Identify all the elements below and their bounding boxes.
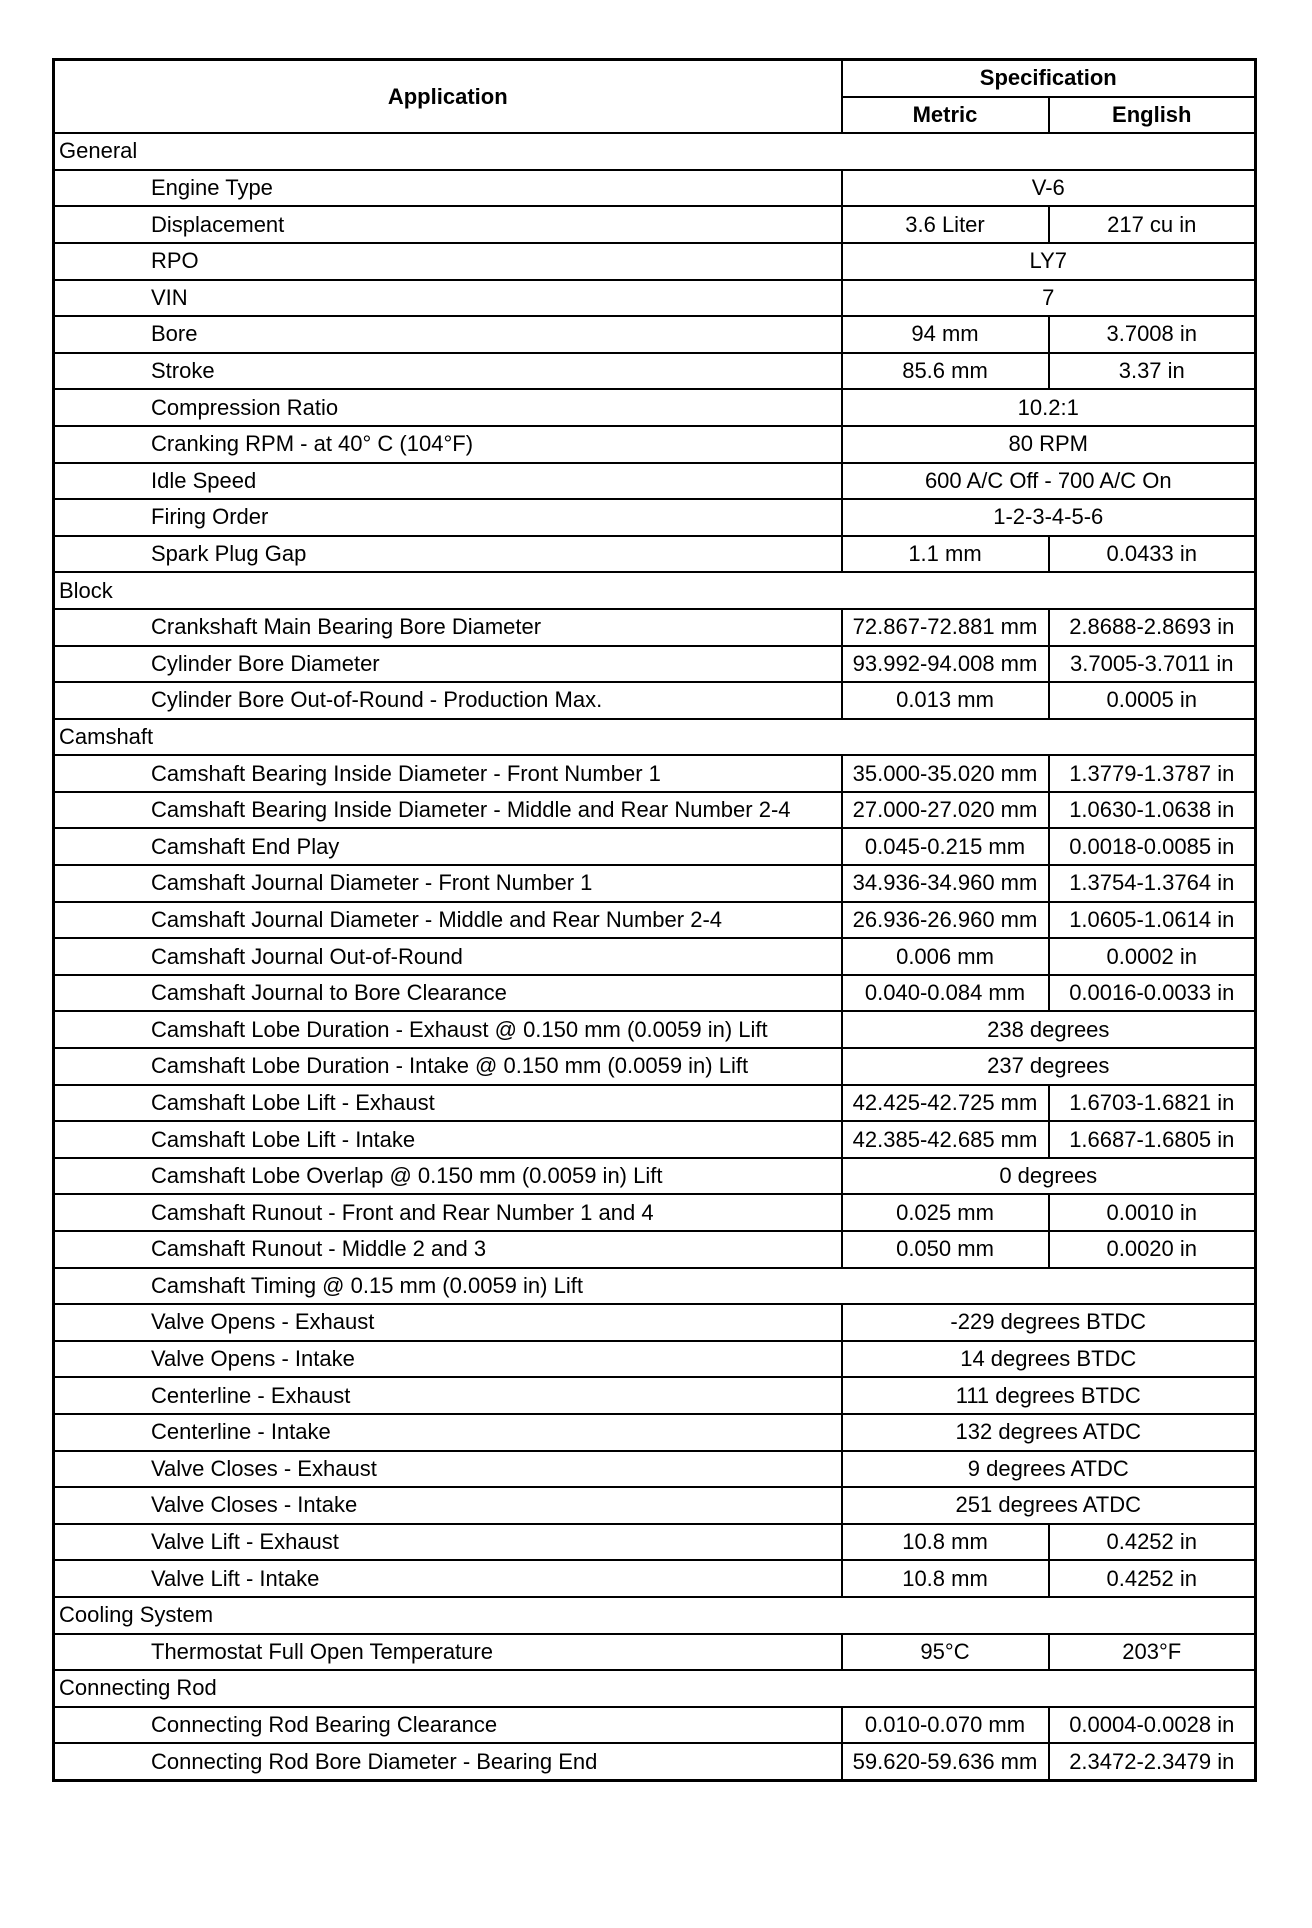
table-body (54, 133, 1256, 1780)
table-row (54, 1487, 1256, 1524)
row-metric-value: 42.425-42.725 mm (842, 1085, 1049, 1122)
row-label: Valve Closes - Exhaust (54, 1451, 842, 1488)
row-english-value: 3.7005-3.7011 in (1049, 646, 1256, 683)
row-value: 7 (842, 280, 1256, 317)
table-row (54, 463, 1256, 500)
table-row (54, 353, 1256, 390)
row-english-value: 1.6703-1.6821 in (1049, 1085, 1256, 1122)
row-metric-value: 59.620-59.636 mm (842, 1743, 1049, 1780)
row-value: 600 A/C Off - 700 A/C On (842, 463, 1256, 500)
row-value: V-6 (842, 170, 1256, 207)
table-row (54, 792, 1256, 829)
table-row (54, 1451, 1256, 1488)
engine-spec-table (52, 58, 1257, 1782)
table-row (54, 1524, 1256, 1561)
row-label: Bore (54, 316, 842, 353)
row-label: Camshaft Runout - Front and Rear Number 1 and 4 (54, 1194, 842, 1231)
row-english-value: 2.8688-2.8693 in (1049, 609, 1256, 646)
row-label: Camshaft Lobe Overlap @ 0.150 mm (0.0059 in) Lift (54, 1158, 842, 1195)
table-row (54, 316, 1256, 353)
table-row (54, 536, 1256, 573)
row-metric-value: 10.8 mm (842, 1524, 1049, 1561)
row-label: Centerline - Intake (54, 1414, 842, 1451)
row-english-value: 0.0004-0.0028 in (1049, 1707, 1256, 1744)
row-metric-value: 34.936-34.960 mm (842, 865, 1049, 902)
table-row (54, 1743, 1256, 1780)
row-value: LY7 (842, 243, 1256, 280)
row-label: Valve Lift - Intake (54, 1560, 842, 1597)
row-metric-value: 94 mm (842, 316, 1049, 353)
section-row (54, 719, 1256, 756)
row-metric-value: 10.8 mm (842, 1560, 1049, 1597)
row-english-value: 0.4252 in (1049, 1560, 1256, 1597)
row-label: Camshaft Journal Diameter - Middle and Rear Number 2-4 (54, 902, 842, 939)
table-row (54, 1268, 1256, 1305)
row-label: Camshaft Lobe Lift - Exhaust (54, 1085, 842, 1122)
table-row (54, 206, 1256, 243)
table-row (54, 646, 1256, 683)
row-label: Cylinder Bore Diameter (54, 646, 842, 683)
header-english: English (1049, 97, 1256, 134)
section-title: Connecting Rod (54, 1670, 1256, 1707)
row-metric-value: 0.010-0.070 mm (842, 1707, 1049, 1744)
row-label: Cylinder Bore Out-of-Round - Production Max. (54, 682, 842, 719)
row-english-value: 0.0433 in (1049, 536, 1256, 573)
row-english-value: 0.0018-0.0085 in (1049, 828, 1256, 865)
row-label: Crankshaft Main Bearing Bore Diameter (54, 609, 842, 646)
table-row (54, 1121, 1256, 1158)
row-label: Camshaft Lobe Lift - Intake (54, 1121, 842, 1158)
row-label: Thermostat Full Open Temperature (54, 1634, 842, 1671)
table-row (54, 1634, 1256, 1671)
row-value: 132 degrees ATDC (842, 1414, 1256, 1451)
row-metric-value: 0.040-0.084 mm (842, 975, 1049, 1012)
row-value: 10.2:1 (842, 389, 1256, 426)
row-english-value: 2.3472-2.3479 in (1049, 1743, 1256, 1780)
row-label: Camshaft Bearing Inside Diameter - Front Number 1 (54, 755, 842, 792)
row-label: Camshaft End Play (54, 828, 842, 865)
row-english-value: 3.7008 in (1049, 316, 1256, 353)
table-row (54, 1341, 1256, 1378)
table-row (54, 170, 1256, 207)
row-label: Camshaft Lobe Duration - Exhaust @ 0.150 mm (0.0059 in) Lift (54, 1011, 842, 1048)
row-label: Valve Opens - Intake (54, 1341, 842, 1378)
table-header (54, 60, 1256, 134)
section-title: Cooling System (54, 1597, 1256, 1634)
row-label: RPO (54, 243, 842, 280)
row-english-value: 1.6687-1.6805 in (1049, 1121, 1256, 1158)
table-row (54, 902, 1256, 939)
row-label: Displacement (54, 206, 842, 243)
row-english-value: 3.37 in (1049, 353, 1256, 390)
row-label: Camshaft Runout - Middle 2 and 3 (54, 1231, 842, 1268)
row-value: 80 RPM (842, 426, 1256, 463)
row-label: Centerline - Exhaust (54, 1377, 842, 1414)
section-row (54, 133, 1256, 170)
row-value: 237 degrees (842, 1048, 1256, 1085)
row-label: Connecting Rod Bore Diameter - Bearing End (54, 1743, 842, 1780)
section-row (54, 1597, 1256, 1634)
table-row (54, 426, 1256, 463)
row-metric-value: 27.000-27.020 mm (842, 792, 1049, 829)
section-row (54, 572, 1256, 609)
row-metric-value: 85.6 mm (842, 353, 1049, 390)
table-row (54, 828, 1256, 865)
table-row (54, 938, 1256, 975)
row-label: Valve Lift - Exhaust (54, 1524, 842, 1561)
row-value: 14 degrees BTDC (842, 1341, 1256, 1378)
row-metric-value: 72.867-72.881 mm (842, 609, 1049, 646)
section-title: Camshaft (54, 719, 1256, 756)
row-english-value: 0.0020 in (1049, 1231, 1256, 1268)
row-label: Idle Speed (54, 463, 842, 500)
row-english-value: 1.3779-1.3787 in (1049, 755, 1256, 792)
section-row (54, 1670, 1256, 1707)
row-value: 111 degrees BTDC (842, 1377, 1256, 1414)
row-metric-value: 3.6 Liter (842, 206, 1049, 243)
header-application: Application (54, 60, 842, 134)
row-label: Stroke (54, 353, 842, 390)
table-row (54, 1011, 1256, 1048)
table-row (54, 1707, 1256, 1744)
row-metric-value: 0.050 mm (842, 1231, 1049, 1268)
row-english-value: 1.0630-1.0638 in (1049, 792, 1256, 829)
table-row (54, 1194, 1256, 1231)
row-label: Spark Plug Gap (54, 536, 842, 573)
table-row (54, 1560, 1256, 1597)
table-row (54, 975, 1256, 1012)
row-label: Firing Order (54, 499, 842, 536)
row-value: 0 degrees (842, 1158, 1256, 1195)
table-row (54, 1085, 1256, 1122)
row-label: Camshaft Lobe Duration - Intake @ 0.150 mm (0.0059 in) Lift (54, 1048, 842, 1085)
row-metric-value: 0.025 mm (842, 1194, 1049, 1231)
row-label: Camshaft Journal Diameter - Front Number 1 (54, 865, 842, 902)
table-row (54, 1158, 1256, 1195)
row-metric-value: 42.385-42.685 mm (842, 1121, 1049, 1158)
row-metric-value: 0.006 mm (842, 938, 1049, 975)
table-row (54, 755, 1256, 792)
row-english-value: 0.0016-0.0033 in (1049, 975, 1256, 1012)
row-metric-value: 95°C (842, 1634, 1049, 1671)
header-specification: Specification (842, 60, 1256, 97)
row-label: Compression Ratio (54, 389, 842, 426)
table-row (54, 280, 1256, 317)
table-row (54, 1048, 1256, 1085)
row-value: 1-2-3-4-5-6 (842, 499, 1256, 536)
table-row (54, 389, 1256, 426)
row-label: Cranking RPM - at 40° C (104°F) (54, 426, 842, 463)
subheader-label: Camshaft Timing @ 0.15 mm (0.0059 in) Lift (54, 1268, 1256, 1305)
row-english-value: 203°F (1049, 1634, 1256, 1671)
row-metric-value: 1.1 mm (842, 536, 1049, 573)
table-row (54, 1377, 1256, 1414)
table-row (54, 1304, 1256, 1341)
row-value: -229 degrees BTDC (842, 1304, 1256, 1341)
row-label: Camshaft Bearing Inside Diameter - Middle and Rear Number 2-4 (54, 792, 842, 829)
table-row (54, 609, 1256, 646)
header-metric: Metric (842, 97, 1049, 134)
row-metric-value: 93.992-94.008 mm (842, 646, 1049, 683)
table-row (54, 243, 1256, 280)
row-label: Valve Closes - Intake (54, 1487, 842, 1524)
row-metric-value: 0.013 mm (842, 682, 1049, 719)
row-metric-value: 35.000-35.020 mm (842, 755, 1049, 792)
section-title: Block (54, 572, 1256, 609)
row-metric-value: 0.045-0.215 mm (842, 828, 1049, 865)
row-label: VIN (54, 280, 842, 317)
row-value: 238 degrees (842, 1011, 1256, 1048)
row-english-value: 217 cu in (1049, 206, 1256, 243)
row-english-value: 0.0005 in (1049, 682, 1256, 719)
row-english-value: 1.3754-1.3764 in (1049, 865, 1256, 902)
row-label: Valve Opens - Exhaust (54, 1304, 842, 1341)
row-value: 9 degrees ATDC (842, 1451, 1256, 1488)
row-label: Engine Type (54, 170, 842, 207)
table-row (54, 865, 1256, 902)
row-label: Connecting Rod Bearing Clearance (54, 1707, 842, 1744)
row-metric-value: 26.936-26.960 mm (842, 902, 1049, 939)
table-row (54, 499, 1256, 536)
table-row (54, 1231, 1256, 1268)
row-english-value: 0.4252 in (1049, 1524, 1256, 1561)
section-title: General (54, 133, 1256, 170)
row-english-value: 1.0605-1.0614 in (1049, 902, 1256, 939)
row-english-value: 0.0010 in (1049, 1194, 1256, 1231)
table-row (54, 1414, 1256, 1451)
row-label: Camshaft Journal to Bore Clearance (54, 975, 842, 1012)
row-english-value: 0.0002 in (1049, 938, 1256, 975)
row-value: 251 degrees ATDC (842, 1487, 1256, 1524)
table-row (54, 682, 1256, 719)
row-label: Camshaft Journal Out-of-Round (54, 938, 842, 975)
